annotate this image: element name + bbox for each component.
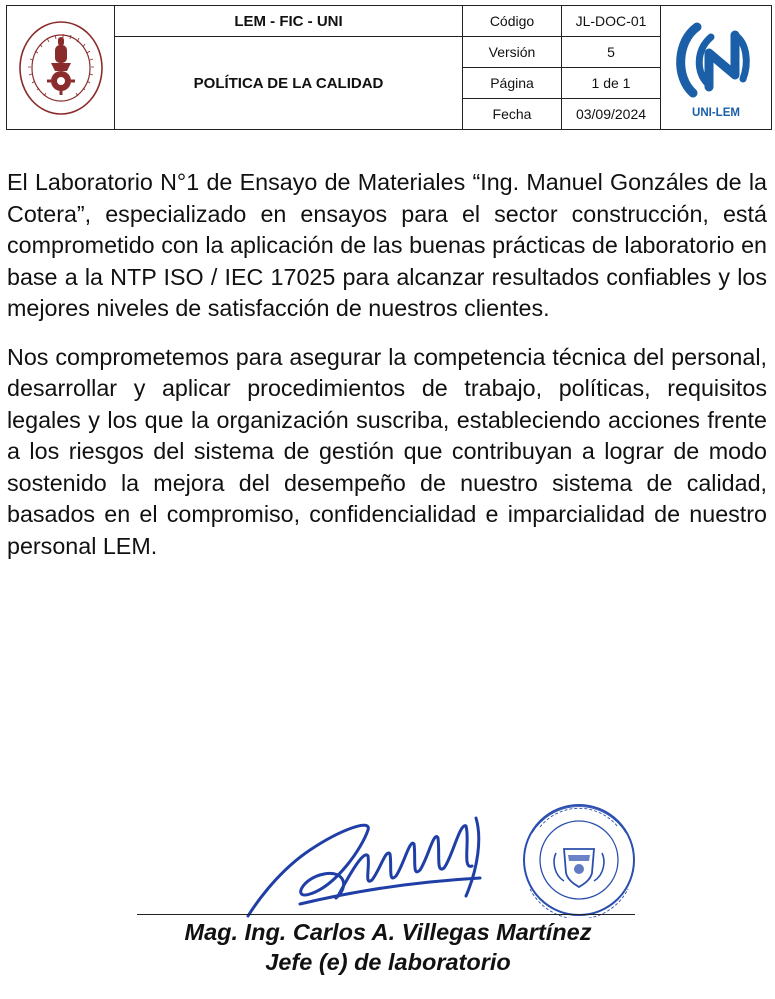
org-header-cell: LEM - FIC - UNI — [115, 6, 463, 37]
uni-lem-logo-cell — [661, 6, 772, 130]
document-title: POLÍTICA DE LA CALIDAD — [115, 37, 463, 130]
policy-paragraph: El Laboratorio N°1 de Ensayo de Materiales “Ing. Manuel Gonzáles de la Cotera”, especializado en ensayos para el sector construcción, está comprometido con la aplicación de las buenas prácticas de laboratorio en base a la NTP ISO / IEC 17025 para alcanzar resultados confiables y los mejores niveles de satisfacción de nuestros clientes. — [7, 169, 767, 321]
signatory-name: Mag. Ing. Carlos A. Villegas Martínez — [184, 919, 592, 945]
policy-paragraph: Nos comprometemos para asegurar la competencia técnica del personal, desarrollar y aplicar procedimientos de trabajo, políticas, requisitos legales y los que la organización suscriba, estableciendo acciones frente a los riesgos del sistema de gestión que contribuyan a lograr de modo sostenido la mejora del desempeño de nuestro sistema de calidad, basados en el compromiso, confidencialidad e imparcialidad de nuestro personal LEM. — [7, 343, 767, 559]
signatory-role: Jefe (e) de laboratorio — [265, 949, 511, 975]
uni-lem-logo-icon — [673, 13, 759, 123]
field-label-pagina: Página — [463, 68, 562, 99]
university-seal-icon — [17, 19, 105, 117]
field-label-codigo: Código — [463, 6, 562, 37]
handwritten-signature — [240, 808, 490, 923]
laboratory-stamp — [510, 803, 648, 918]
university-seal-cell — [7, 6, 115, 130]
field-value-version: 5 — [562, 37, 661, 68]
signature-line — [137, 914, 635, 915]
field-value-fecha: 03/09/2024 — [562, 99, 661, 130]
field-label-version: Versión — [463, 37, 562, 68]
document-header-table — [6, 5, 772, 130]
field-value-pagina: 1 de 1 — [562, 68, 661, 99]
policy-body — [7, 167, 767, 579]
uni-lem-logo-text: UNI-LEM — [692, 106, 740, 119]
field-value-codigo: JL-DOC-01 — [562, 6, 661, 37]
field-label-fecha: Fecha — [463, 99, 562, 130]
